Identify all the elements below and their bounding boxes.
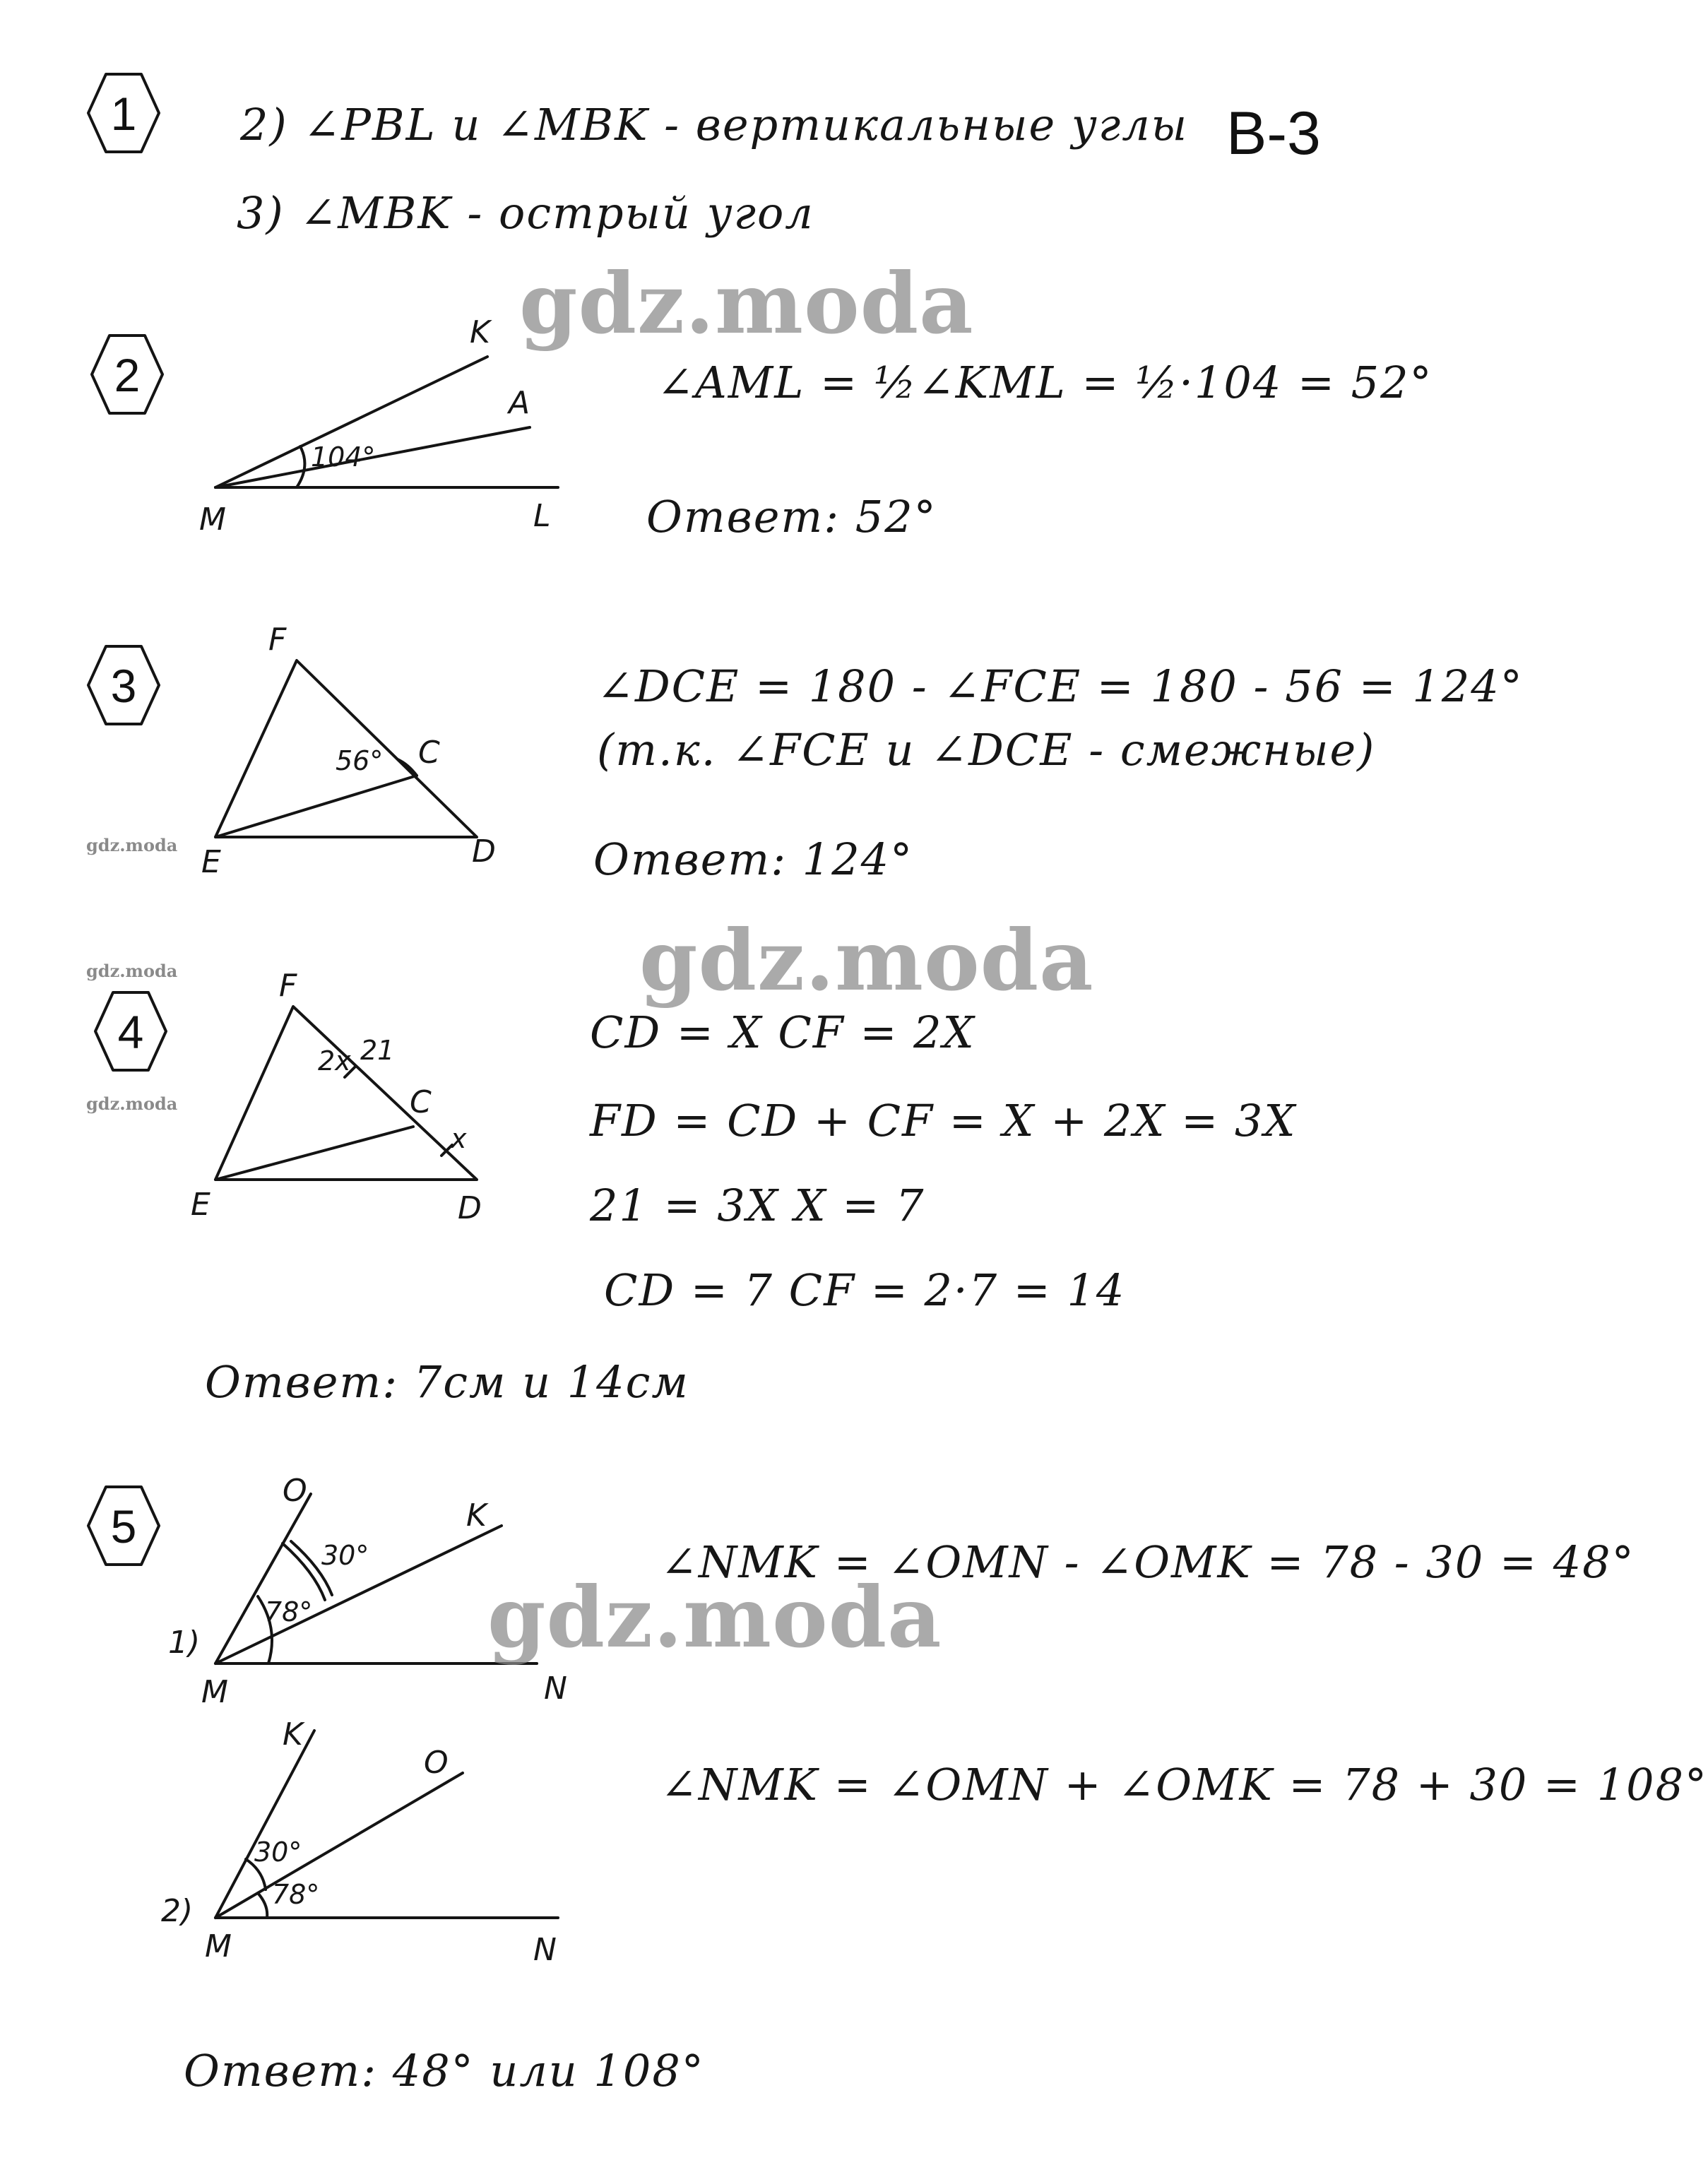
point-label-l: L (533, 498, 551, 534)
segment-label-21: 21 (360, 1035, 395, 1066)
watermark-large-1: gdz.moda (519, 254, 974, 352)
point-label-a: A (509, 385, 530, 421)
task4-line-2: FD = CD + CF = X + 2X = 3X (590, 1095, 1297, 1146)
task1-line-1: 2) ∠PBL и ∠MBK - вертикальные углы (240, 99, 1189, 150)
variant-label: B-3 (1226, 100, 1321, 167)
task5-case2-solution: ∠NMK = ∠OMN + ∠OMK = 78 + 30 = 108° (660, 1759, 1708, 1810)
point-label-c: C (418, 735, 440, 771)
point-label-k2: K (283, 1716, 303, 1752)
point-label-e: E (201, 844, 221, 880)
segment-ec (215, 776, 417, 837)
hexagon-number-4: 4 (117, 1006, 144, 1058)
point-label-m2: M (205, 1928, 232, 1964)
task3-justification: (т.к. ∠FCE и ∠DCE - смежные) (597, 724, 1376, 776)
point-label-o1: O (283, 1473, 307, 1509)
watermark-small-3: gdz.moda (86, 1093, 178, 1114)
angle-label-30-1: 30° (321, 1540, 369, 1571)
hexagon-number-1: 1 (110, 88, 137, 140)
angle-label-104: 104° (311, 441, 376, 473)
task4-line-3: 21 = 3X X = 7 (590, 1180, 925, 1231)
angle-label-78-1: 78° (265, 1596, 313, 1627)
case1-marker: 1) (168, 1625, 201, 1661)
task5-case1-solution: ∠NMK = ∠OMN - ∠OMK = 78 - 30 = 48° (660, 1536, 1635, 1588)
angle-label-56: 56° (336, 745, 384, 776)
point-label-k1: K (466, 1497, 487, 1534)
segment-label-2x: 2x (318, 1045, 351, 1076)
triangle-fed-4 (215, 1007, 477, 1180)
task3-solution: ∠DCE = 180 - ∠FCE = 180 - 56 = 124° (597, 660, 1524, 712)
point-label-o2: O (424, 1745, 449, 1781)
task1-line-2: 3) ∠MBK - острый угол (237, 187, 814, 239)
point-label-k: K (470, 314, 490, 350)
task2-solution: ∠AML = ½∠KML = ½·104 = 52° (657, 357, 1433, 408)
point-label-n1: N (544, 1671, 567, 1707)
task4-line-4: CD = 7 CF = 2·7 = 14 (604, 1264, 1126, 1316)
point-label-f4: F (279, 968, 297, 1004)
task4-line-1: CD = X CF = 2X (590, 1007, 975, 1058)
watermark-small-1: gdz.moda (86, 835, 178, 855)
task4-answer: Ответ: 7см и 14см (205, 1356, 689, 1408)
watermark-large-3: gdz.moda (487, 1568, 942, 1666)
task3-answer: Ответ: 124° (593, 834, 914, 885)
watermark-large-2: gdz.moda (639, 911, 1094, 1009)
angle-label-30-2: 30° (254, 1837, 302, 1868)
point-label-e4: E (191, 1187, 210, 1223)
point-label-d: D (472, 834, 496, 870)
ray-mo-1 (215, 1494, 311, 1663)
angle-arc-104 (297, 446, 304, 487)
point-label-m1: M (201, 1674, 228, 1710)
hexagon-number-5: 5 (110, 1500, 137, 1553)
task2-answer: Ответ: 52° (646, 491, 937, 542)
segment-label-x: x (451, 1123, 467, 1154)
point-label-c4: C (410, 1084, 432, 1120)
hexagon-number-2: 2 (114, 349, 141, 401)
point-label-n2: N (533, 1932, 557, 1968)
case2-marker: 2) (161, 1893, 194, 1929)
task5-answer: Ответ: 48° или 108° (184, 2045, 705, 2096)
point-label-d4: D (458, 1190, 482, 1226)
angle-arc-78-2 (258, 1893, 267, 1918)
angle-label-78-2: 78° (272, 1879, 320, 1910)
segment-ec-4 (215, 1127, 413, 1180)
watermark-small-2: gdz.moda (86, 961, 178, 981)
hexagon-number-3: 3 (110, 660, 137, 712)
point-label-f: F (268, 622, 287, 658)
point-label-m: M (199, 502, 226, 538)
